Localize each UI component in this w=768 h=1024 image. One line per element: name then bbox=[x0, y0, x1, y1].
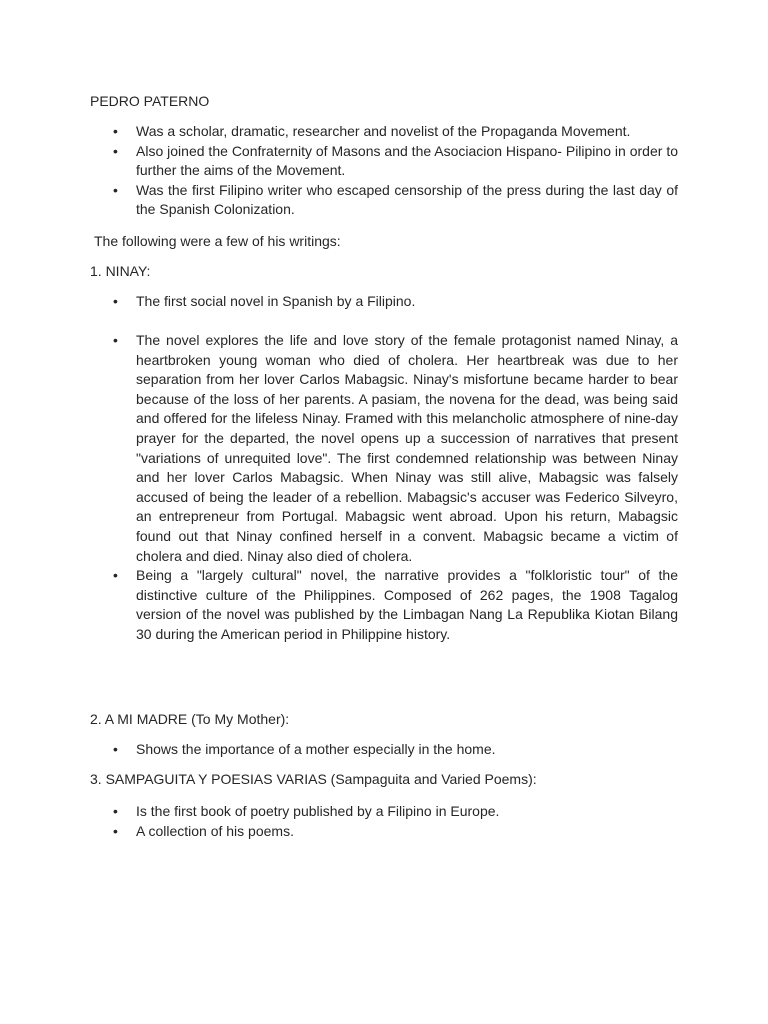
list-item-text: The first social novel in Spanish by a Filipino. bbox=[136, 293, 416, 309]
list-item-text: Shows the importance of a mother especially in the home. bbox=[136, 741, 496, 757]
bullet-icon: • bbox=[113, 332, 118, 348]
list-item bbox=[0, 331, 678, 566]
writings-intro: The following were a few of his writings: bbox=[94, 233, 341, 249]
sampaguita-bullet-list bbox=[0, 802, 678, 841]
list-item bbox=[0, 292, 678, 312]
list-item-text: Was a scholar, dramatic, researcher and novelist of the Propaganda Movement. bbox=[136, 123, 631, 139]
bullet-icon: • bbox=[113, 567, 118, 584]
section-heading-ninay: 1. NINAY: bbox=[90, 263, 151, 279]
section-heading-sampaguita: 3. SAMPAGUITA Y POESIAS VARIAS (Sampaguita and Varied Poems): bbox=[90, 771, 537, 787]
bullet-icon: • bbox=[113, 123, 118, 139]
bullet-icon: • bbox=[113, 741, 118, 757]
list-item-text: A collection of his poems. bbox=[136, 822, 294, 839]
list-item bbox=[0, 181, 678, 220]
section-heading-a-mi-madre: 2. A MI MADRE (To My Mother): bbox=[90, 711, 290, 727]
list-item bbox=[0, 802, 678, 822]
list-item-text: Being a "largely cultural" novel, the narrative provides a "folkloristic tour" of the distinctive culture of the Philippines. Composed of 262 pages, the 1908 Tagalog version of the novel was published by the Limbagan Nang La Republika Kiotan Bilang 30 during the American period in Philippine history. bbox=[136, 567, 678, 642]
intro-bullet-list bbox=[0, 122, 678, 220]
bullet-icon: • bbox=[113, 181, 118, 198]
list-item bbox=[0, 566, 678, 644]
list-item bbox=[0, 740, 678, 760]
bullet-icon: • bbox=[113, 822, 118, 839]
ninay-bullet-list-continued bbox=[0, 331, 678, 645]
list-item-text: Is the first book of poetry published by a Filipino in Europe. bbox=[136, 803, 500, 819]
list-item bbox=[0, 122, 678, 142]
list-item-text: The novel explores the life and love story of the female protagonist named Ninay, a heartbroken young woman who died of cholera. Her heartbreak was due to her separation from her lover Carlos Mabagsic. Ninay's misfortune became harder to bear because of the loss of her parents. A pasiam, the novena for the dead, was being said and offered for the lifeless Ninay. Framed with this melancholic atmosphere of nine-day prayer for the departed, the novel opens up a succession of narratives that present "variations of unrequited love". The first condemned relationship was between Ninay and her lover Carlos Mabagsic. When Ninay was still alive, Mabagsic was falsely accused of being the leader of a rebellion. Mabagsic's accuser was Federico Silveyro, an entrepreneur from Portugal. Mabagsic went abroad. Upon his return, Mabagsic found out that Ninay confined herself in a convent. Mabagsic became a victim of cholera and died. Ninay also died of cholera. bbox=[136, 332, 678, 564]
list-item bbox=[0, 822, 678, 842]
list-item-text: Was the first Filipino writer who escaped censorship of the press during the last day of the Spanish Colonization. bbox=[136, 181, 678, 218]
page-title: PEDRO PATERNO bbox=[90, 93, 210, 109]
bullet-icon: • bbox=[113, 293, 118, 309]
bullet-icon: • bbox=[113, 803, 118, 819]
ninay-bullet-list bbox=[0, 292, 678, 312]
list-item-text: Also joined the Confraternity of Masons and the Asociacion Hispano- Pilipino in order to further the aims of the Movement. bbox=[136, 142, 678, 179]
list-item bbox=[0, 142, 678, 181]
a-mi-madre-bullet-list bbox=[0, 740, 678, 760]
bullet-icon: • bbox=[113, 142, 118, 159]
